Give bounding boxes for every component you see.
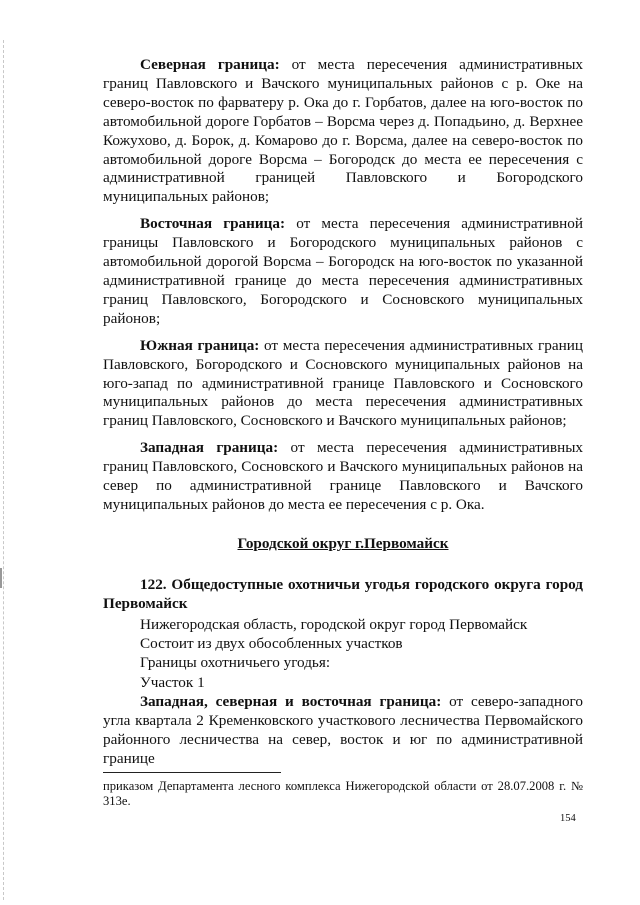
- footnote-divider: [103, 772, 281, 773]
- scan-side-mark: [0, 568, 2, 588]
- east-border-label: Восточная граница:: [140, 215, 286, 233]
- paragraph-item-boundary: [103, 693, 583, 769]
- item-boundary-label: Западная, северная и восточная граница:: [140, 693, 442, 711]
- north-border-label: Северная граница:: [140, 56, 280, 73]
- west-border-label: Западная граница:: [140, 439, 279, 457]
- west-border-text: от места пересечения административных границ Павловского, Сосновского и Вачского муниципальных районов на север по административной границе Павловского и Вачского муниципальных районов до места ее пересечения с р. Ока.: [103, 439, 584, 513]
- item-boundary-text: от северо-западного угла квартала 2 Кременковского участкового лесничества Первомайского районного лесничества на север, восток и юг по административной границе: [103, 693, 583, 767]
- north-border-text: от места пересечения административных границ Павловского и Вачского муниципальных районов с р. Оке на северо-восток по фарватеру р. Ока до г. Горбатов, далее на юго-восток по автомобильной дороге Горбатов – Ворсма через д. Попадьино, д. Верхнее Кожухово, д. Борок, д. Комарово до г. Ворсма, далее на северо-восток по автомобильной дороге Ворсма – Богородск до места ее пересечения с административной границей Павловского и Богородского муниципальных районов;: [103, 56, 583, 206]
- scan-margin-line: [3, 40, 5, 900]
- paragraph-north-border: [103, 56, 583, 207]
- item-line-parts: Состоит из двух обособленных участков: [140, 634, 403, 652]
- document-body: [103, 56, 583, 777]
- footnote: приказом Департамента лесного комплекса Нижегородской области от 28.07.2008 г. № 313е.: [103, 779, 583, 808]
- south-border-label: Южная граница:: [140, 336, 260, 354]
- item-heading: 122. Общедоступные охотничьи угодья городского округа город Первомайск: [103, 575, 583, 612]
- item-line-region: Нижегородская область, городской округ город Первомайск: [140, 615, 528, 633]
- item-line-section-1: Участок 1: [140, 673, 205, 691]
- paragraph-east-border: [103, 215, 583, 328]
- east-border-text: от места пересечения административной границы Павловского и Богородского муниципальных районов с автомобильной дорогой Ворсма – Богородск на юго-восток по указанной административной границе до места пересечения административных границ Павловского, Богородского и Сосновского муниципальных районов;: [103, 215, 583, 327]
- item-line-borders-title: Границы охотничьего угодья:: [140, 654, 331, 672]
- section-title: Городской округ г.Первомайск: [237, 534, 449, 552]
- paragraph-west-border: [103, 439, 583, 515]
- paragraph-south-border: [103, 337, 583, 432]
- page-number: 154: [560, 813, 576, 824]
- south-border-text: от места пересечения административных границ Павловского, Богородского и Сосновского муниципальных районов на юго-запад по административной границе Павловского и Сосновского муниципальных районов до места пересечения административных границ Павловского, Сосновского и Вачского муниципальных районов;: [103, 336, 583, 430]
